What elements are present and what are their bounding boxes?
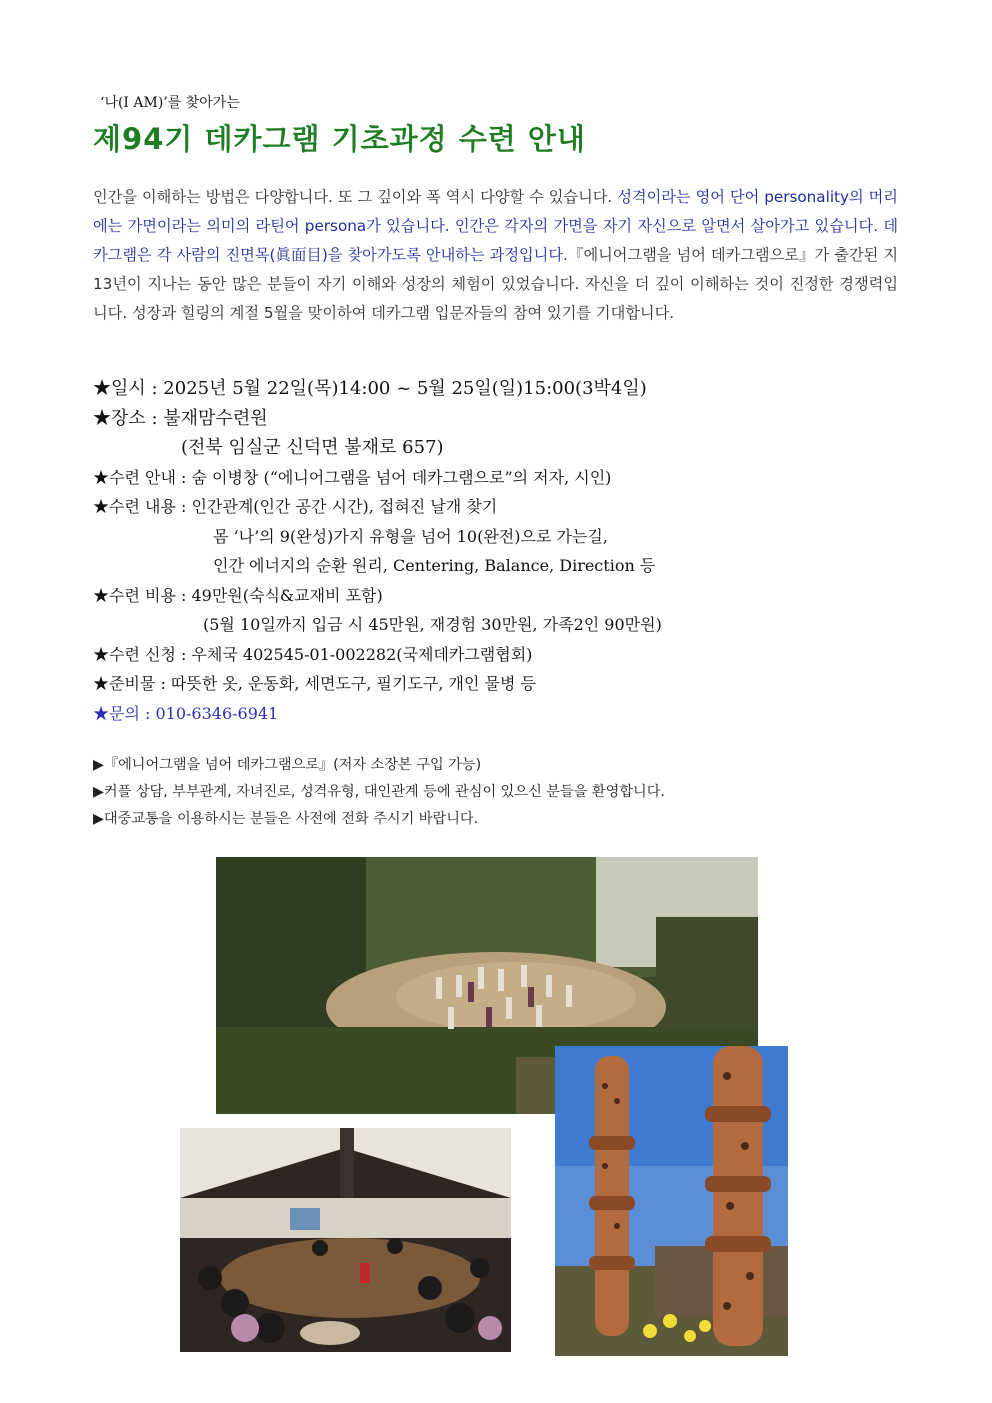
note-item: ▶대중교통을 이용하시는 분들은 사전에 전화 주시기 바랍니다. — [93, 811, 479, 827]
detail-cost-note: (5월 10일까지 입금 시 45만원, 재경험 30만원, 가족2인 90만원) — [203, 615, 662, 634]
event-details — [93, 374, 913, 728]
intro-paragraph — [93, 183, 898, 328]
event-subtitle: ‘나(I AM)’를 찾아가는 — [100, 95, 240, 111]
detail-guide: ★수련 안내 : 숨 이병창 (“에니어그램을 넘어 데카그램으로”의 저자, 시인) — [93, 467, 612, 487]
note-item: ▶커플 상담, 부부관계, 자녀진로, 성격유형, 대인관계 등에 관심이 있으신 분들을 환영합니다. — [93, 784, 665, 800]
photo-clay-towers — [555, 1046, 788, 1356]
detail-apply: ★수련 신청 : 우체국 402545-01-002282(국제데카그램협회) — [93, 644, 533, 664]
intro-text-1: 인간을 이해하는 방법은 다양합니다. 또 그 깊이와 폭 역시 다양할 수 있습니다. — [93, 188, 618, 206]
detail-place: ★장소 : 불재맘수련원 — [93, 407, 268, 429]
note-item: ▶『에니어그램을 넘어 데카그램으로』(저자 소장본 구입 가능) — [93, 757, 482, 773]
page-title: 제94기 데카그램 기초과정 수련 안내 — [93, 122, 586, 156]
detail-content-3: 인간 에너지의 순환 원리, Centering, Balance, Direction 등 — [213, 556, 656, 575]
intro-text-highlight: 성격이라는 영어 단어 personality의 머리에는 가면이라는 의미의 라틴어 persona가 있습니다. 인간은 각자의 가면을 자기 자신으로 알면서 살아가고 있습니다. 데카그램은 각 사람의 진면목(眞面目)을 찾아가도록 안내하는 과정입니다. — [93, 188, 898, 264]
detail-date: ★일시 : 2025년 5월 22일(목)14:00 ~ 5월 25일(일)15:00(3박4일) — [93, 378, 647, 399]
photo-indoor-session — [180, 1128, 511, 1352]
detail-content-2: 몸 ‘나’의 9(완성)가지 유형을 넘어 10(완전)으로 가는길, — [213, 526, 608, 546]
detail-content-1: ★수련 내용 : 인간관계(인간 공간 시간), 접혀진 날개 찾기 — [93, 497, 498, 516]
detail-prepare: ★준비물 : 따뜻한 옷, 운동화, 세면도구, 필기도구, 개인 물병 등 — [93, 674, 536, 693]
detail-contact: ★문의 : 010-6346-6941 — [93, 703, 279, 723]
detail-address: (전북 임실군 신덕면 불재로 657) — [181, 437, 444, 458]
intro-text-2: 『에니어그램을 넘어 데카그램으로』가 출간된 지 13년이 지나는 동안 많은 분들이 자기 이해와 성장의 체험이 있었습니다. 자신을 더 깊이 이해하는 것이 진정한 경쟁력입니다. 성장과 힐링의 계절 5월을 맞이하여 데카그램 입문자들의 참여 있기를 기대합니다. — [93, 246, 899, 322]
notes-list — [93, 752, 665, 833]
detail-cost: ★수련 비용 : 49만원(숙식&교재비 포함) — [93, 585, 383, 605]
